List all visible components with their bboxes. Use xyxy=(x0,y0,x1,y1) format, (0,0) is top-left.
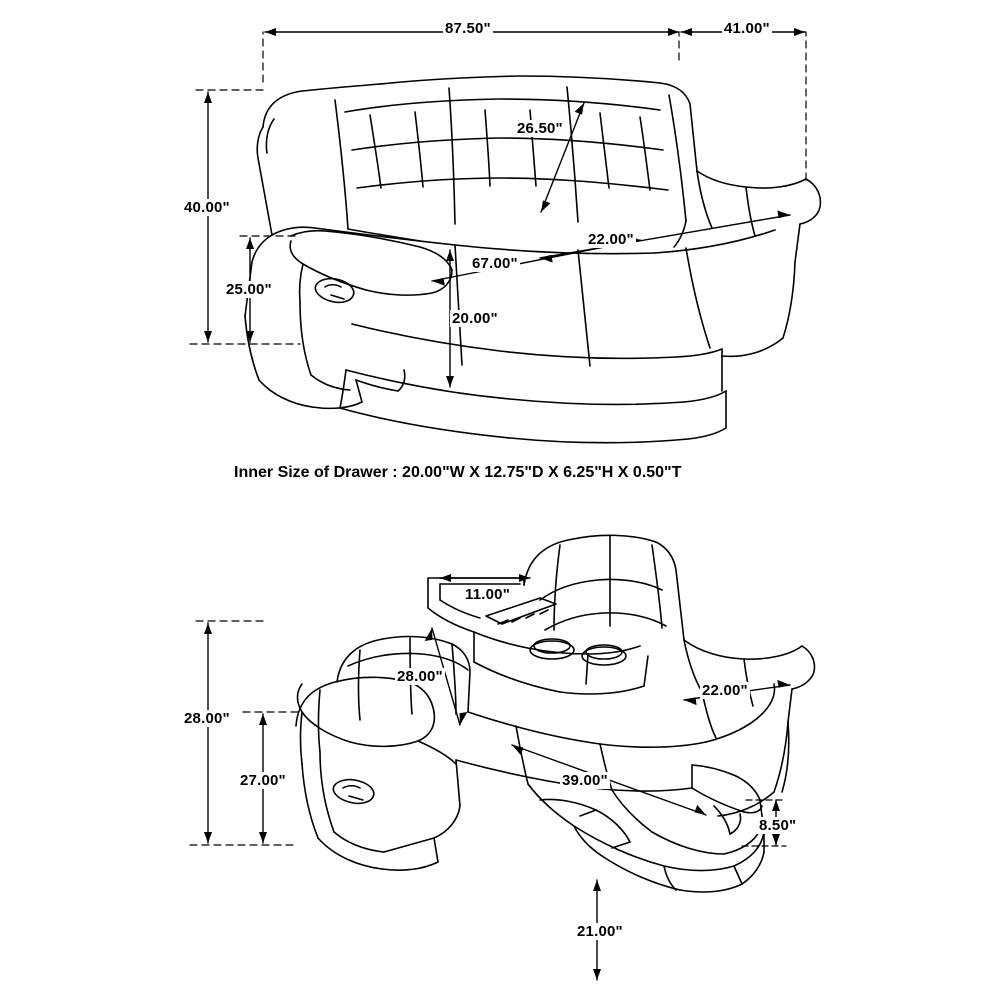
label-depth-overall: 41.00" xyxy=(724,20,770,37)
label-seat-height: 20.00" xyxy=(452,310,498,327)
label-seat-width: 67.00" xyxy=(472,255,518,272)
label-arm-height: 25.00" xyxy=(226,281,272,298)
label-footrest-thickness: 8.50" xyxy=(759,817,797,834)
label-height-overall: 40.00" xyxy=(184,199,230,216)
label-recliner-back-height: 28.00" xyxy=(397,668,443,685)
drawer-size-caption: Inner Size of Drawer : 20.00"W X 12.75"D X 6.25"H X 0.50"T xyxy=(234,464,682,481)
label-seat-depth: 22.00" xyxy=(588,231,634,248)
label-overall-reclined-height: 28.00" xyxy=(184,710,230,727)
label-extension-length: 39.00" xyxy=(562,772,608,789)
label-console-width: 11.00" xyxy=(465,586,511,603)
label-reclined-seat-depth: 22.00" xyxy=(702,682,748,699)
label-footrest-depth: 21.00" xyxy=(577,923,623,940)
label-arm-height-reclined: 27.00" xyxy=(240,772,286,789)
label-width-overall: 87.50" xyxy=(445,20,491,37)
label-back-height: 26.50" xyxy=(517,120,563,137)
